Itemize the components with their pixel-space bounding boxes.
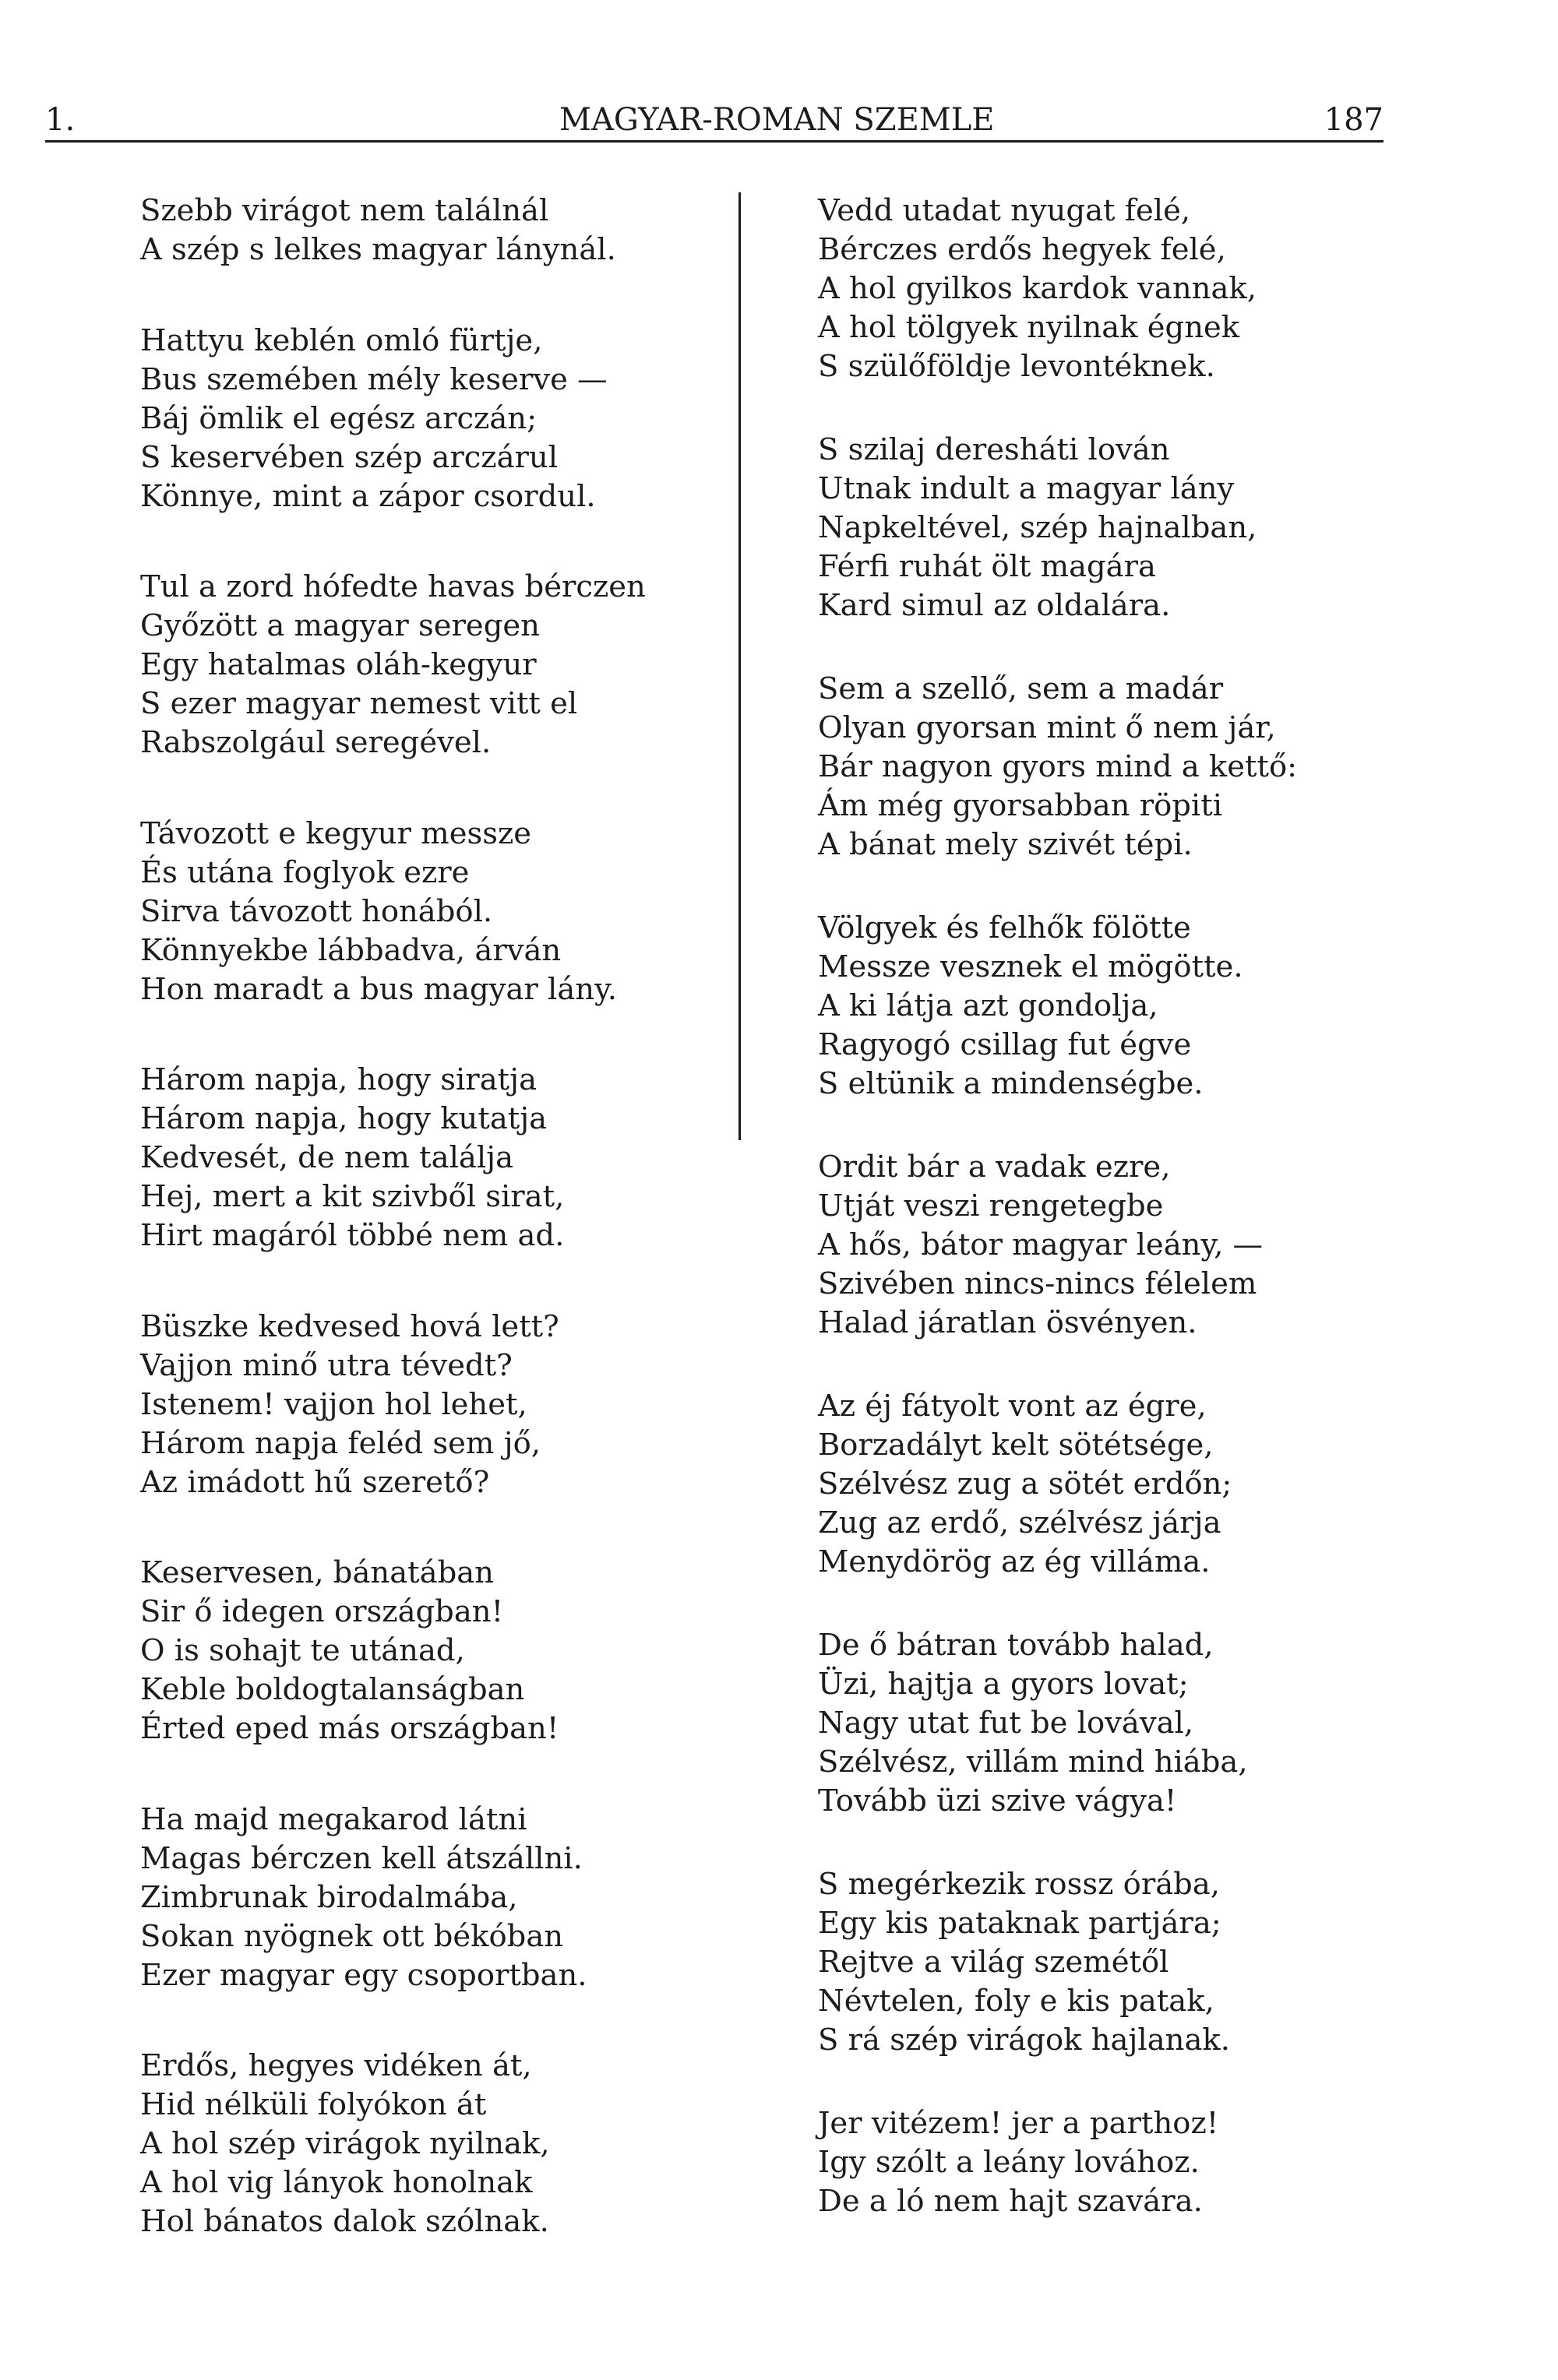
stanza	[818, 1387, 1488, 1582]
verse-line: Rejtve a világ szemétől	[818, 1945, 1169, 1980]
verse-line: Magas bérczen kell átszállni.	[140, 1840, 583, 1876]
verse-line: Sokan nyögnek ott békóban	[140, 1918, 564, 1954]
verse-line: Szélvész zug a sötét erdőn;	[818, 1466, 1232, 1502]
verse-line: Igy szólt a leány lovához.	[818, 2145, 1200, 2180]
verse-line: S keservében szép arczárul	[140, 439, 559, 475]
stanza	[140, 192, 717, 269]
verse-line: Hej, mert a kit szivből sirat,	[140, 1179, 565, 1214]
verse-line: Utnak indult a magyar lány	[818, 471, 1235, 506]
verse-line: Völgyek és felhők fölötte	[818, 910, 1191, 945]
verse-line: Keble boldogtalanságban	[140, 1672, 525, 1707]
stanza	[140, 815, 717, 1009]
verse-line: A ki látja azt gondolja,	[818, 988, 1158, 1023]
verse-line: Sir ő idegen országban!	[140, 1594, 504, 1629]
verse-line: Az imádott hű szerető?	[140, 1464, 490, 1500]
stanza	[818, 670, 1488, 864]
verse-line: Borzadályt kelt sötétsége,	[818, 1428, 1214, 1463]
verse-line: Üzi, hajtja a gyors lovat;	[818, 1667, 1189, 1702]
verse-line: A hol tölgyek nyilnak égnek	[818, 310, 1240, 345]
stanza	[140, 1308, 717, 1502]
verse-line: Bus szemében mély keserve —	[140, 361, 608, 397]
verse-line: S szilaj deresháti lován	[818, 432, 1170, 467]
verse-line: Hattyu keblén omló fürtje,	[140, 322, 543, 358]
verse-line: Ha majd megakarod látni	[140, 1801, 527, 1837]
verse-line: Tovább üzi szive vágya!	[818, 1783, 1177, 1818]
verse-line: Ragyogó csillag fut égve	[818, 1027, 1192, 1062]
verse-line: Sem a szellő, sem a madár	[818, 671, 1224, 706]
verse-line: Könnye, mint a zápor csordul.	[140, 478, 596, 514]
verse-line: Ezer magyar egy csoportban.	[140, 1957, 587, 1993]
verse-line: Halad járatlan ösvényen.	[818, 1305, 1197, 1340]
poem-column-right	[818, 192, 1488, 2221]
issue-number: 1.	[45, 102, 76, 138]
verse-line: A hol szép virágok nyilnak,	[140, 2126, 550, 2161]
verse-line: Érted eped más országban!	[140, 1711, 559, 1746]
verse-line: Egy hatalmas oláh-kegyur	[140, 647, 537, 682]
verse-line: Tul a zord hófedte havas bérczen	[140, 569, 646, 604]
verse-line: Bár nagyon gyors mind a kettő:	[818, 749, 1298, 784]
verse-line: Zimbrunak birodalmába,	[140, 1879, 518, 1915]
verse-line: A hol vig lányok honolnak	[140, 2165, 533, 2200]
verse-line: Napkeltével, szép hajnalban,	[818, 510, 1257, 545]
stanza	[140, 1061, 717, 1255]
stanza	[140, 1554, 717, 1748]
verse-line: Férfi ruhát ölt magára	[818, 549, 1156, 584]
stanza	[818, 2104, 1488, 2221]
stanza	[140, 1801, 717, 1995]
stanza	[140, 568, 717, 762]
verse-line: Hirt magáról többé nem ad.	[140, 1218, 565, 1253]
verse-line: Az éj fátyolt vont az égre,	[818, 1389, 1207, 1424]
stanza	[818, 1626, 1488, 1821]
verse-line: Szivében nincs-nincs félelem	[818, 1266, 1257, 1301]
verse-line: Sirva távozott honából.	[140, 893, 493, 929]
verse-line: Névtelen, foly e kis patak,	[818, 1984, 1214, 2019]
verse-line: Egy kis pataknak partjára;	[818, 1906, 1221, 1941]
verse-line: O is sohajt te utánad,	[140, 1633, 465, 1668]
verse-line: Utját veszi rengetegbe	[818, 1188, 1164, 1223]
verse-line: De a ló nem hajt szavára.	[818, 2184, 1203, 2219]
verse-line: Ordit bár a vadak ezre,	[818, 1150, 1171, 1185]
verse-line: Zug az erdő, szélvész járja	[818, 1505, 1221, 1540]
verse-line: Szélvész, villám mind hiába,	[818, 1745, 1248, 1780]
verse-line: Erdős, hegyes vidéken át,	[140, 2048, 532, 2083]
verse-line: Nagy utat fut be lovával,	[818, 1706, 1194, 1741]
verse-line: Büszke kedvesed hová lett?	[140, 1308, 559, 1344]
verse-line: Istenem! vajjon hol lehet,	[140, 1386, 527, 1422]
verse-line: Távozott e kegyur messze	[140, 815, 532, 851]
verse-line: S eltünik a mindenségbe.	[818, 1066, 1204, 1101]
verse-line: Könnyekbe lábbadva, árván	[140, 932, 562, 968]
stanza	[818, 192, 1488, 386]
verse-line: Három napja feléd sem jő,	[140, 1425, 541, 1461]
verse-line: S szülőföldje levontéknek.	[818, 349, 1215, 384]
verse-line: Vedd utadat nyugat felé,	[818, 193, 1191, 228]
stanza	[818, 431, 1488, 625]
verse-line: Három napja, hogy siratja	[140, 1062, 538, 1097]
verse-line: A hős, bátor magyar leány, —	[818, 1227, 1264, 1262]
page-number: 187	[1324, 102, 1384, 138]
verse-line: S rá szép virágok hajlanak.	[818, 2023, 1230, 2058]
journal-title: MAGYAR-ROMAN SZEMLE	[559, 102, 995, 138]
verse-line: Hid nélküli folyókon át	[140, 2087, 487, 2122]
verse-line: Báj ömlik el egész arczán;	[140, 400, 538, 436]
verse-line: Menydörög az ég villáma.	[818, 1544, 1211, 1579]
verse-line: A bánat mely szivét tépi.	[818, 827, 1193, 862]
verse-line: Keservesen, bánatában	[140, 1555, 494, 1590]
verse-line: S ezer magyar nemest vitt el	[140, 686, 578, 721]
stanza	[140, 322, 717, 516]
verse-line: Ám még gyorsabban röpiti	[818, 788, 1223, 823]
verse-line: Kard simul az oldalára.	[818, 588, 1171, 623]
stanza	[818, 909, 1488, 1104]
stanza	[140, 2047, 717, 2241]
verse-line: Kedvesét, de nem találja	[140, 1140, 514, 1175]
stanza	[818, 1865, 1488, 2060]
verse-line: Olyan gyorsan mint ő nem jár,	[818, 710, 1276, 745]
column-divider	[738, 192, 741, 1140]
verse-line: Rabszolgául seregével.	[140, 725, 492, 760]
verse-line: Vajjon minő utra tévedt?	[140, 1347, 513, 1383]
verse-line: A hol gyilkos kardok vannak,	[818, 271, 1257, 306]
verse-line: És utána foglyok ezre	[140, 854, 470, 890]
verse-line: Hol bánatos dalok szólnak.	[140, 2204, 549, 2239]
verse-line: Szebb virágot nem találnál	[140, 193, 549, 228]
verse-line: Győzött a magyar seregen	[140, 608, 540, 643]
stanza	[818, 1148, 1488, 1343]
verse-line: Messze vesznek el mögötte.	[818, 949, 1243, 984]
verse-line: Bérczes erdős hegyek felé,	[818, 232, 1226, 267]
verse-line: A szép s lelkes magyar lánynál.	[140, 232, 616, 267]
verse-line: Hon maradt a bus magyar lány.	[140, 971, 617, 1007]
verse-line: S megérkezik rossz órába,	[818, 1867, 1221, 1902]
running-header	[45, 93, 1384, 143]
poem-column-left	[140, 192, 717, 2241]
verse-line: Három napja, hogy kutatja	[140, 1101, 548, 1136]
verse-line: De ő bátran tovább halad,	[818, 1628, 1214, 1663]
verse-line: Jer vitézem! jer a parthoz!	[818, 2106, 1219, 2141]
